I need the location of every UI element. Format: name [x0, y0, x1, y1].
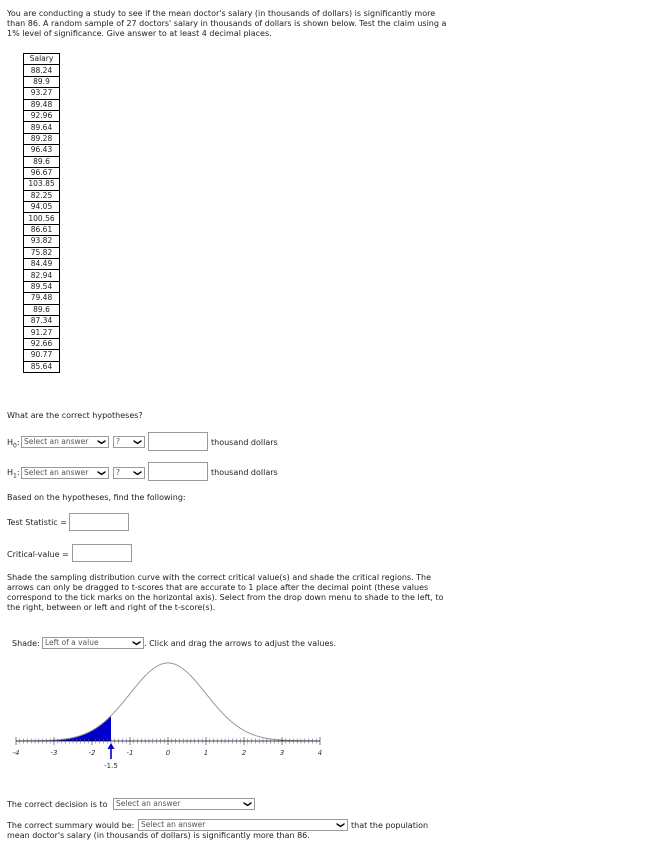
- salary-cell: 100.56: [24, 213, 60, 224]
- problem-statement: You are conducting a study to see if the mean doctor's salary (in thousands of dollars) is significantly more than 86. A random sample of 27 doctors' salary in thousands of dollars is shown below. Test the claim using a 1% level of significance. Give answer to at least 4 decimal places.: [7, 9, 447, 38]
- shade-label: Shade:: [12, 639, 40, 648]
- salary-cell: 86.61: [24, 224, 60, 235]
- salary-cell: 89.28: [24, 133, 60, 144]
- shade-instructions: Shade the sampling distribution curve with the correct critical value(s) and shade the critical regions. The arrows can only be dragged to t-scores that are accurate to 1 place after the decimal point (these values correspond to the tick marks on the horizontal axis). Select from the drop down menu to shade to the left, to the right, between or left and right of the t-score(s).: [7, 573, 444, 612]
- chevron-down-icon: ❯: [133, 438, 143, 446]
- tick-label: 0: [165, 749, 171, 757]
- salary-cell: 82.94: [24, 270, 60, 281]
- h0-parameter-select[interactable]: Select an answer ❯: [21, 436, 109, 448]
- salary-cell: 75.82: [24, 247, 60, 258]
- salary-cell: 92.66: [24, 338, 60, 349]
- shade-hint: . Click and drag the arrows to adjust the values.: [144, 639, 337, 648]
- summary-line2: mean doctor's salary (in thousands of dollars) is significantly more than 86.: [7, 831, 310, 840]
- table-row: [24, 270, 60, 281]
- table-row: [24, 99, 60, 110]
- decision-select[interactable]: Select an answer ❯: [113, 798, 255, 810]
- chevron-down-icon: ❯: [243, 800, 253, 808]
- marker-value-label: -1.5: [104, 762, 118, 770]
- table-row: [24, 224, 60, 235]
- chevron-down-icon: ❯: [132, 639, 142, 647]
- critical-value-input[interactable]: [72, 544, 132, 562]
- table-row: [24, 122, 60, 133]
- h0-label: $H_0$:: [7, 438, 20, 450]
- tick-label: -2: [88, 749, 96, 757]
- table-row: [24, 315, 60, 326]
- table-row: [24, 327, 60, 338]
- table-row: [24, 236, 60, 247]
- salary-cell: 103.85: [24, 179, 60, 190]
- h1-label: $H_1$:: [7, 468, 20, 480]
- table-row: [24, 88, 60, 99]
- t-distribution-chart[interactable]: [0, 655, 340, 775]
- chevron-down-icon: ❯: [336, 821, 346, 829]
- h0-value-input[interactable]: [148, 432, 208, 451]
- h1-parameter-select[interactable]: Select an answer ❯: [21, 467, 109, 479]
- critical-value-label: Critical-value =: [7, 550, 69, 559]
- critical-region-shade: [16, 716, 111, 741]
- table-row: [24, 167, 60, 178]
- salary-cell: 88.24: [24, 65, 60, 76]
- salary-cell: 96.67: [24, 167, 60, 178]
- chevron-down-icon: ❯: [97, 469, 107, 477]
- tick-label: 1: [203, 749, 209, 757]
- drag-arrow-handle[interactable]: [108, 743, 115, 759]
- table-row: [24, 213, 60, 224]
- table-row: [24, 304, 60, 315]
- table-row: [24, 76, 60, 87]
- salary-cell: 82.25: [24, 190, 60, 201]
- summary-label: The correct summary would be:: [7, 821, 135, 830]
- chevron-down-icon: ❯: [97, 438, 107, 446]
- salary-cell: 89.6: [24, 304, 60, 315]
- salary-cell: 96.43: [24, 145, 60, 156]
- hypotheses-question: What are the correct hypotheses?: [7, 411, 143, 420]
- table-row: [24, 190, 60, 201]
- summary-select[interactable]: Select an answer ❯: [138, 819, 348, 831]
- tick-label: -3: [50, 749, 58, 757]
- up-arrow-icon[interactable]: [108, 743, 115, 749]
- salary-cell: 91.27: [24, 327, 60, 338]
- tick-label: 3: [279, 749, 285, 757]
- salary-cell: 94.05: [24, 202, 60, 213]
- table-row: [24, 281, 60, 292]
- tick-label: 2: [241, 749, 247, 757]
- salary-cell: 93.27: [24, 88, 60, 99]
- table-row: [24, 338, 60, 349]
- salary-cell: 85.64: [24, 361, 60, 372]
- table-header: Salary: [24, 54, 60, 65]
- table-row: [24, 156, 60, 167]
- salary-cell: 84.49: [24, 259, 60, 270]
- tick-label: -4: [12, 749, 20, 757]
- salary-cell: 92.96: [24, 110, 60, 121]
- table-row: [24, 133, 60, 144]
- tick-label: -1: [126, 749, 134, 757]
- salary-cell: 89.6: [24, 156, 60, 167]
- salary-cell: 93.82: [24, 236, 60, 247]
- salary-cell: 89.48: [24, 99, 60, 110]
- table-row: [24, 259, 60, 270]
- table-row: [24, 202, 60, 213]
- tick-label: 4: [317, 749, 323, 757]
- h1-value-input[interactable]: [148, 462, 208, 481]
- decision-label: The correct decision is to: [7, 800, 108, 809]
- salary-cell: 79.48: [24, 293, 60, 304]
- salary-cell: 90.77: [24, 350, 60, 361]
- table-row: [24, 247, 60, 258]
- h1-unit: thousand dollars: [211, 468, 278, 477]
- h0-operator-select[interactable]: ? ❯: [113, 436, 145, 448]
- shade-select[interactable]: Left of a value ❯: [42, 637, 144, 649]
- table-row: [24, 293, 60, 304]
- find-instructions: Based on the hypotheses, find the following:: [7, 493, 186, 502]
- test-statistic-label: Test Statistic =: [7, 518, 67, 527]
- salary-cell: 89.9: [24, 76, 60, 87]
- salary-table: [23, 53, 60, 373]
- chevron-down-icon: ❯: [133, 469, 143, 477]
- distribution-curve: [16, 663, 320, 741]
- h0-unit: thousand dollars: [211, 438, 278, 447]
- test-statistic-input[interactable]: [69, 513, 129, 531]
- table-row: [24, 145, 60, 156]
- table-row: [24, 65, 60, 76]
- table-row: [24, 361, 60, 372]
- h1-operator-select[interactable]: ? ❯: [113, 467, 145, 479]
- salary-cell: 87.34: [24, 315, 60, 326]
- table-row: [24, 179, 60, 190]
- salary-cell: 89.54: [24, 281, 60, 292]
- table-row: [24, 350, 60, 361]
- summary-suffix: that the population: [351, 821, 429, 830]
- table-row: [24, 110, 60, 121]
- salary-cell: 89.64: [24, 122, 60, 133]
